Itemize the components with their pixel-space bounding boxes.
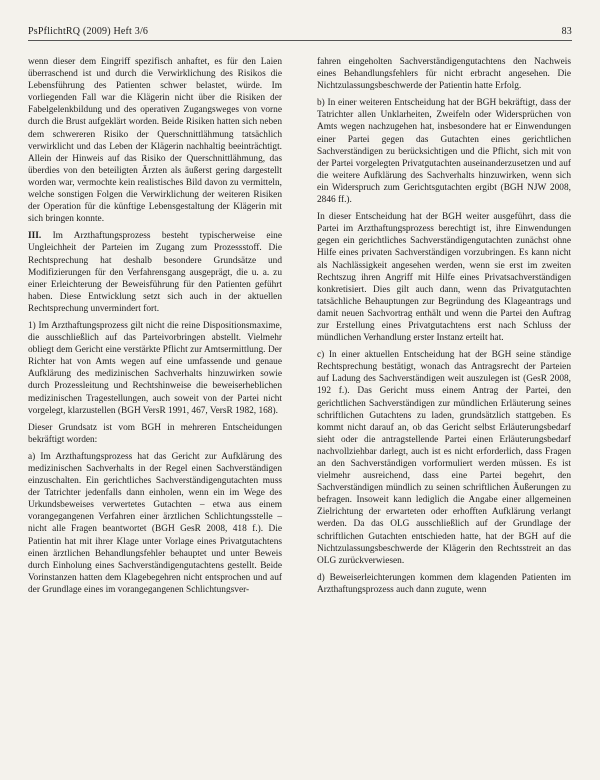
paragraph <box>28 422 282 446</box>
paragraph <box>317 56 571 92</box>
paragraph-text: 1) Im Arzthaftungsprozess gilt nicht die reine Dispositionsmaxime, die ausschließlich auf das Parteivorbringen abstellt. Vielmehr obliegt dem Gericht eine verstärkte Pflicht zur Amtsermittlung. Der Richter hat von Amts wegen auf eine umfassende und genaue Aufklärung des medizinischen Sachverhalts hinzuwirken sowie durch Prozessleitung und Rechtshinweise die beweiserheblichen medizinischen Tragestellungen, auch soweit von der Partei nicht vorgelegt, klarzustellen (BGH VersR 1991, 467, VersR 1982, 168). <box>28 320 282 416</box>
paragraph-text: Im Arzthaftungsprozess besteht typischerweise eine Ungleichheit der Parteien im Zugang zum Prozessstoff. Die Rechtsprechung hat deshalb besondere Grundsätze und Modifizierungen für den Verfahrensgang ausgeprägt, die u. a. zu einer Erleichterung der Beweisführung für den Patienten geführt haben. Diese Entwicklung setzt sich auch in der aktuellen Rechtsprechung unvermindert fort. <box>28 231 282 314</box>
paragraph-text: b) In einer weiteren Entscheidung hat der BGH bekräftigt, dass der Tatrichter allen Unklarheiten, Zweifeln oder Widersprüchen von Amts wegen nachzugehen hat, insbesondere hat er Einwendungen einer Partei gegen das Gutachten eines gerichtlichen Sachverständigen zu berücksichtigen und die Pflicht, sich mit von der Partei vorgelegten Privatgutachten auseinanderzusetzen und auf die weitere Aufklärung des Sachverhalts hinzuwirken, wenn sich ein Widerspruch zum Gerichtsgutachten ergibt (BGH NJW 2008, 2846 ff.). <box>317 98 571 206</box>
journal-reference: PsPflichtRQ (2009) Heft 3/6 <box>28 26 149 37</box>
paragraph-text: fahren eingeholten Sachverständigengutachtens den Nachweis eines Behandlungsfehlers für nicht erbracht angesehen. Die Nichtzulassungsbeschwerde der Patientin hatte Erfolg. <box>317 57 571 92</box>
paragraph-text: d) Beweiserleichterungen kommen dem klagenden Patienten im Arzthaftungsprozess auch dann zugute, wenn <box>317 572 571 595</box>
paragraph <box>28 56 282 225</box>
paragraph-text: c) In einer aktuellen Entscheidung hat der BGH seine ständige Rechtsprechung bestätigt, wonach das Antragsrecht der Parteien auf Ladung des Sachverständigen weit auszulegen ist (GesR 2008, 192 f.). Das Gericht muss einem Antrag der Partei, den gerichtlichen Sachverständigen zur mündlichen Erläuterung seines schriftlichen Gutachtens zu laden, grundsätzlich stattgeben. Es kommt nicht darauf an, ob das Gericht selbst Erläuterungsbedarf sieht oder die antragstellende Partei einen Erläuterungsbedarf nachvollziehbar darlegt, auch ist es nicht erforderlich, dass Fragen an den Sachverständigen vorformuliert werden müssen. Es ist vielmehr ausreichend, dass eine Partei begehrt, den Sachverständigen mündlich zu seinen schriftlichen Äußerungen zu befragen. Insoweit kann lediglich die Angabe einer allgemeinen Zielrichtung der erwarteten oder erhofften Aufklärung verlangt werden. Da das OLG ausschließlich auf der Grundlage der schriftlichen Gutachten entschieden hatte, hat der BGH auf die Nichtzulassungsbeschwerde der Klägerin den Rechtsstreit an das OLG zurückverwiesen. <box>317 350 571 566</box>
paragraph <box>28 451 282 596</box>
paragraph <box>317 97 571 206</box>
paragraph <box>28 230 282 315</box>
paragraph-text: Dieser Grundsatz ist vom BGH in mehreren Entscheidungen bekräftigt worden: <box>28 422 282 445</box>
paragraph <box>317 211 571 344</box>
paragraph <box>317 349 571 567</box>
paragraph-text: wenn dieser dem Eingriff spezifisch anhaftet, es für den Laien überraschend ist und durch die Verwirklichung des Risikos die Lebensführung des Patienten schwer belastet, würde. Im vorliegenden Fall war die Klägerin nicht über die Risiken der Fabelgelenkbildung und des operativen Zugangsweges von vorne durch die Brust aufgeklärt worden. Beide Risiken hatten sich neben dem schwereren Risiko der Querschnittlähmung tatsächlich verwirklicht und das Leben der Klägerin nachhaltig beeinträchtigt. Allein der Hinweis auf das Risiko der Querschnittlähmung, das überdies von den beteiligten Ärzten als äußerst gering dargestellt worden war, vermochte kein realistisches Bild davon zu vermitteln, welche sonstigen Folgen die Verwirklichung der weiteren Risiken der Operation für die künftige Lebensgestaltung der Klägerin mit sich bringen konnte. <box>28 57 282 225</box>
page-number: 83 <box>561 26 572 37</box>
right-column <box>317 56 571 601</box>
paragraph-text: a) Im Arzthaftungsprozess hat das Gericht zur Aufklärung des medizinischen Sachverhalts in der Regel einen Sachverständigen einzuschalten. Ein gerichtliches Sachverständigengutachten muss der Tatrichter jedenfalls dann einholen, wenn ein im Wege des Urkundsbeweises verwertetes Gutachten – etwa aus einem vorangegangenen Verfahren einer ärztlichen Schlichtungsstelle – nicht alle Fragen beantwortet (BGH GesR 2008, 418 f.). Die Patientin hat mit ihrer Klage unter Vorlage eines Privatgutachtens einen ärztlichen Behandlungsfehler behauptet und unter Beweis durch Einholung eines Sachverständigengutachtens gestellt. Beide Vorinstanzen hatten dem Klagebegehren nicht entsprochen und auf der Grundlage eines im vorangegangenen Schlichtungsver- <box>28 451 282 595</box>
paragraph <box>28 320 282 417</box>
left-column <box>28 56 282 601</box>
section-label: III. <box>28 231 42 242</box>
page-header <box>28 26 572 41</box>
paragraph <box>317 572 571 596</box>
paragraph-text: In dieser Entscheidung hat der BGH weiter ausgeführt, dass die Partei im Arzthaftungsprozess berechtigt ist, ihre Einwendungen gegen ein gerichtliches Sachverständigengutachten zunächst ohne Hilfe eines privaten Sachverständigen vorzubringen. Es kann nicht als Nachlässigkeit angesehen werden, wenn sie erst im zweiten Rechtszug ihren Angriff mit Hilfe eines Privatsachverständigen konkretisiert. Dies gilt auch dann, wenn das Privatgutachten tatsächliche Behauptungen zur Begründung des Klageantrags und damit neuen Sachvortrag enthält und wenn die Partei den Auftrag zur Erstellung eines Privatgutachtens erst nach Schluss der mündlichen Verhandlung erster Instanz erteilt hat. <box>317 212 571 344</box>
